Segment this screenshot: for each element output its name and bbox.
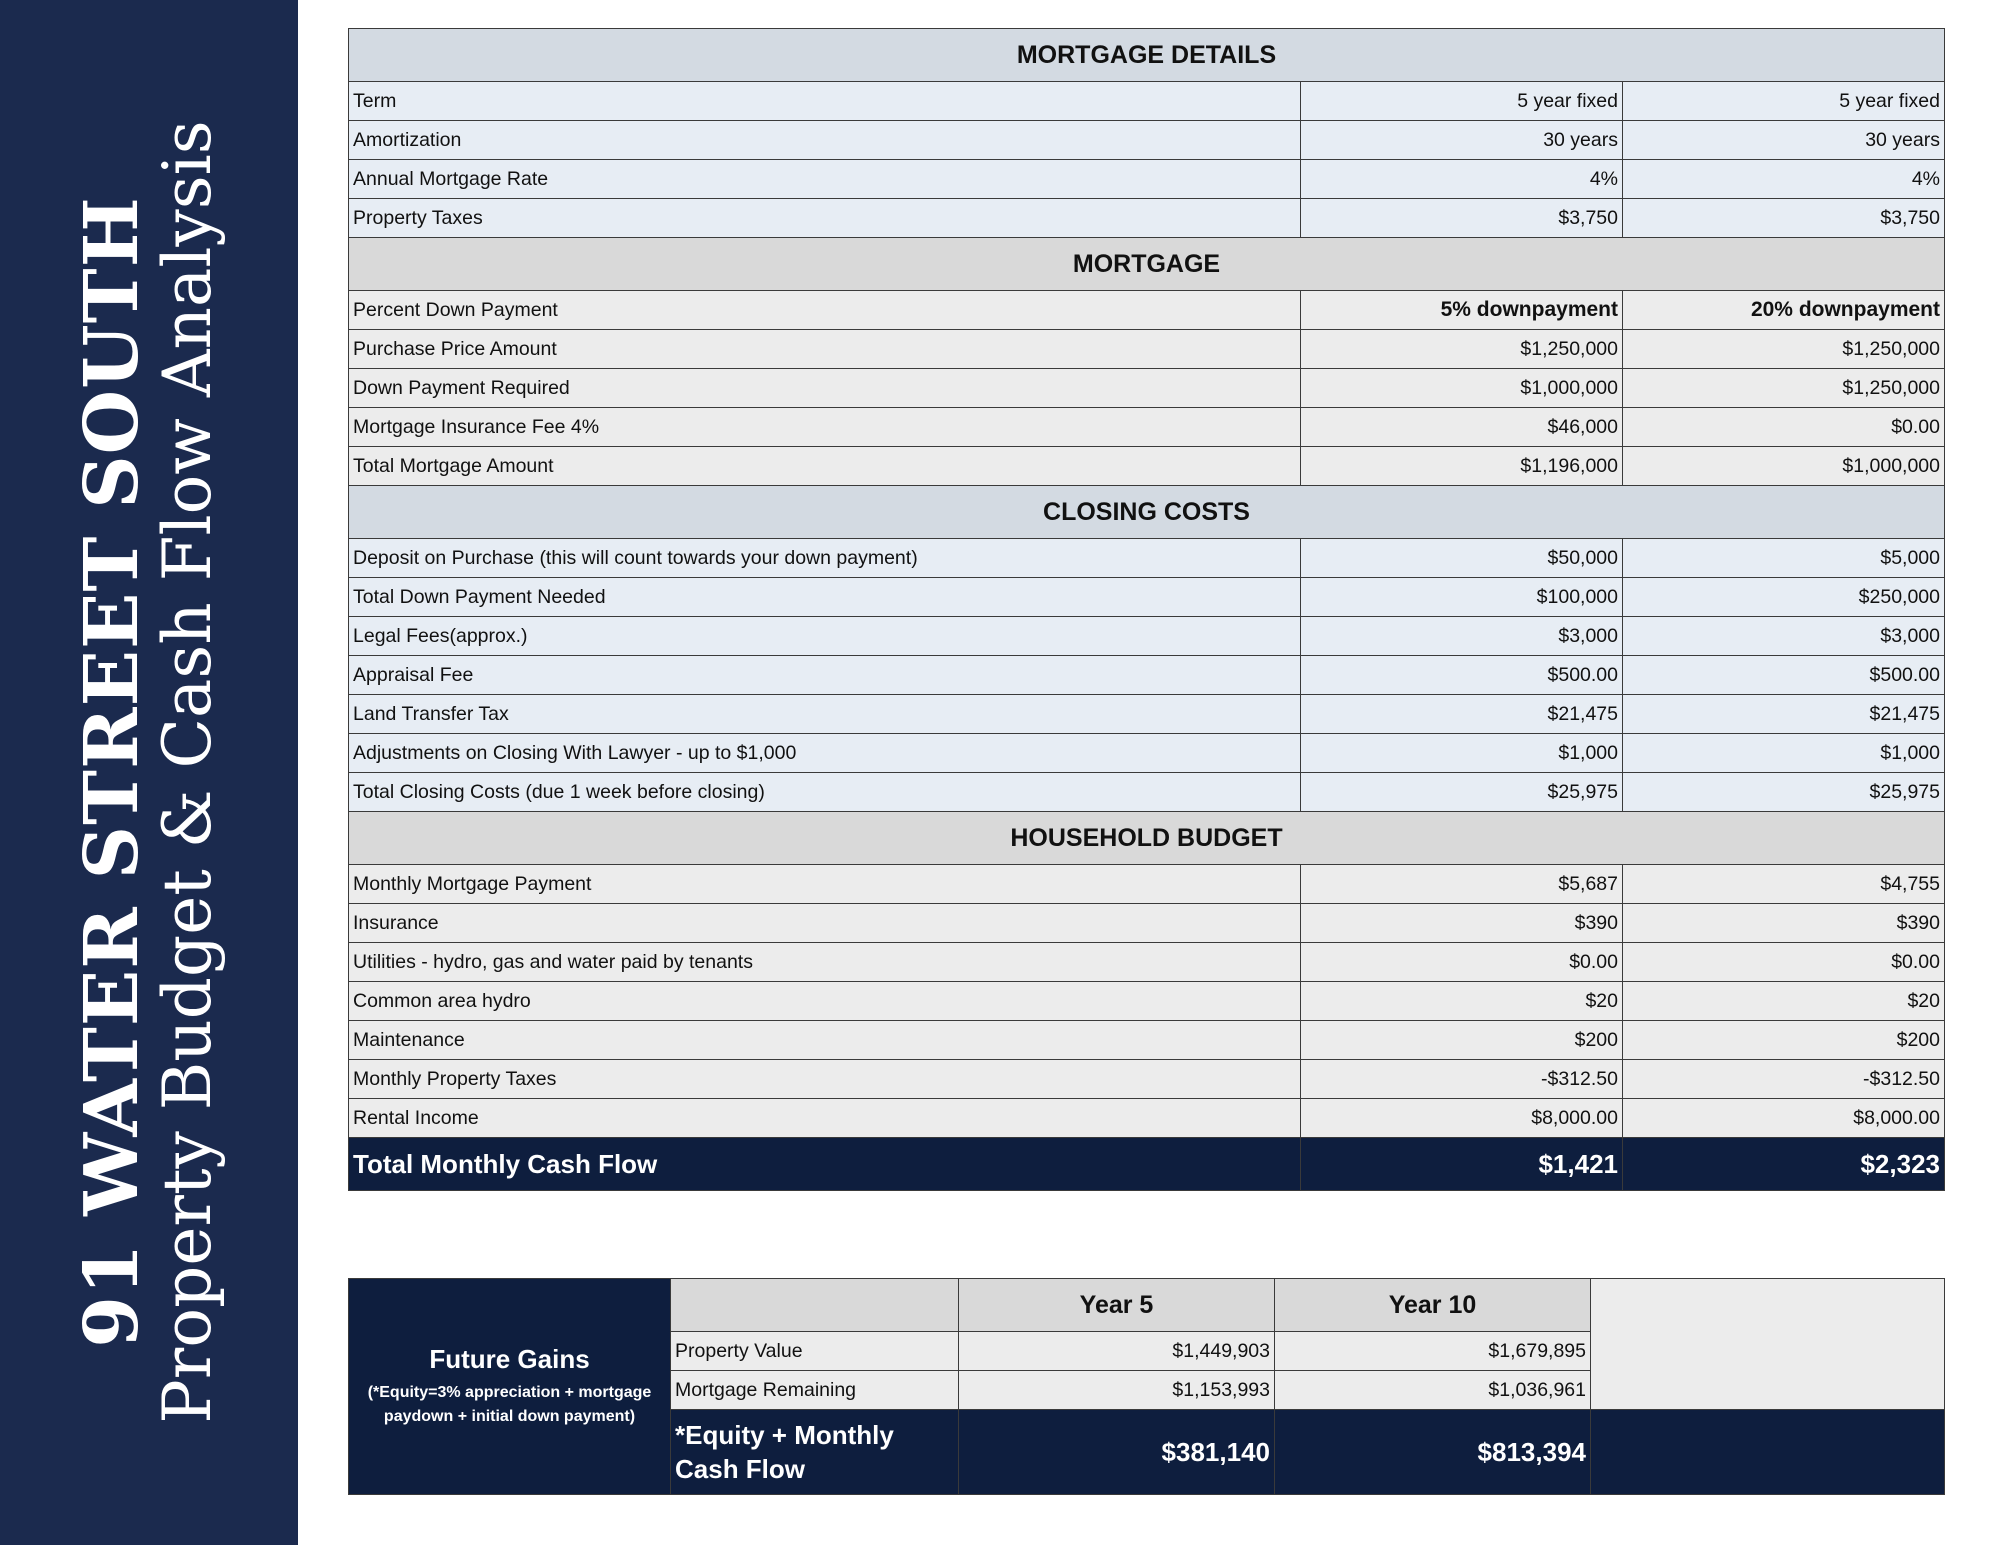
equity-label: *Equity + Monthly Cash Flow (671, 1410, 959, 1495)
value-5pct: $0.00 (1301, 943, 1623, 982)
row-label: Mortgage Remaining (671, 1371, 959, 1410)
row-label: Total Down Payment Needed (349, 578, 1301, 617)
value-year-10: $1,036,961 (1275, 1371, 1591, 1410)
household-budget-section (349, 812, 1945, 1191)
row-label: Mortgage Insurance Fee 4% (349, 408, 1301, 447)
section-header: MORTGAGE (349, 238, 1945, 291)
value-5pct: 4% (1301, 160, 1623, 199)
row-label: Deposit on Purchase (this will count towards your down payment) (349, 539, 1301, 578)
value-5pct: $5,687 (1301, 865, 1623, 904)
value-5pct: $1,000,000 (1301, 369, 1623, 408)
table-row (349, 1060, 1945, 1099)
table-row (349, 291, 1945, 330)
table-row (349, 865, 1945, 904)
column-header-year-5: Year 5 (959, 1279, 1275, 1332)
table-row (349, 369, 1945, 408)
sidebar-heading (69, 22, 226, 1522)
row-label: Total Mortgage Amount (349, 447, 1301, 486)
equity-year-5: $381,140 (959, 1410, 1275, 1495)
table-row (349, 160, 1945, 199)
value-5pct: $46,000 (1301, 408, 1623, 447)
table-row (349, 330, 1945, 369)
blank-cell (1591, 1279, 1945, 1410)
future-gains-note: (*Equity=3% appreciation + mortgage paydown + initial down payment) (367, 1384, 652, 1425)
row-label: Monthly Mortgage Payment (349, 865, 1301, 904)
value-20pct: $4,755 (1623, 865, 1945, 904)
value-20pct: $0.00 (1623, 943, 1945, 982)
table-row (349, 539, 1945, 578)
row-label: Purchase Price Amount (349, 330, 1301, 369)
total-5pct: $1,421 (1301, 1138, 1623, 1191)
column-header-5pct: 5% downpayment (1301, 291, 1623, 330)
future-gains-table (348, 1278, 1945, 1495)
row-label: Legal Fees(approx.) (349, 617, 1301, 656)
row-label: Utilities - hydro, gas and water paid by tenants (349, 943, 1301, 982)
table-row (349, 121, 1945, 160)
value-20pct: $390 (1623, 904, 1945, 943)
value-5pct: $100,000 (1301, 578, 1623, 617)
value-5pct: 5 year fixed (1301, 82, 1623, 121)
budget-table (348, 28, 1945, 1191)
row-label: Appraisal Fee (349, 656, 1301, 695)
value-5pct: $1,000 (1301, 734, 1623, 773)
closing-costs-section (349, 486, 1945, 812)
equity-blank (1591, 1410, 1945, 1495)
value-20pct: 30 years (1623, 121, 1945, 160)
value-20pct: 5 year fixed (1623, 82, 1945, 121)
table-row (349, 982, 1945, 1021)
table-row (349, 656, 1945, 695)
value-20pct: $200 (1623, 1021, 1945, 1060)
value-5pct: $8,000.00 (1301, 1099, 1623, 1138)
value-20pct: $1,250,000 (1623, 369, 1945, 408)
table-row (349, 578, 1945, 617)
column-header-year-10: Year 10 (1275, 1279, 1591, 1332)
value-20pct: $1,000 (1623, 734, 1945, 773)
row-label: Down Payment Required (349, 369, 1301, 408)
table-row (349, 1021, 1945, 1060)
row-label: Property Taxes (349, 199, 1301, 238)
value-5pct: $1,250,000 (1301, 330, 1623, 369)
value-20pct: $5,000 (1623, 539, 1945, 578)
row-label: Adjustments on Closing With Lawyer - up to $1,000 (349, 734, 1301, 773)
property-address: 91 WATER STREET SOUTH (69, 196, 155, 1348)
section-header: MORTGAGE DETAILS (349, 29, 1945, 82)
value-20pct: $20 (1623, 982, 1945, 1021)
section-header: HOUSEHOLD BUDGET (349, 812, 1945, 865)
value-5pct: $21,475 (1301, 695, 1623, 734)
value-20pct: $21,475 (1623, 695, 1945, 734)
header-blank (671, 1279, 959, 1332)
value-5pct: $3,000 (1301, 617, 1623, 656)
value-5pct: $1,196,000 (1301, 447, 1623, 486)
row-label: Property Value (671, 1332, 959, 1371)
table-row (349, 199, 1945, 238)
value-5pct: $50,000 (1301, 539, 1623, 578)
row-label: Rental Income (349, 1099, 1301, 1138)
value-year-5: $1,449,903 (959, 1332, 1275, 1371)
row-label: Insurance (349, 904, 1301, 943)
future-gains-header-row (349, 1279, 1945, 1332)
future-gains-title: Future Gains (429, 1344, 590, 1374)
row-label: Common area hydro (349, 982, 1301, 1021)
value-20pct: $25,975 (1623, 773, 1945, 812)
row-label: Amortization (349, 121, 1301, 160)
table-row (349, 82, 1945, 121)
table-row (349, 695, 1945, 734)
sidebar (0, 0, 298, 1545)
value-20pct: $3,000 (1623, 617, 1945, 656)
row-label: Land Transfer Tax (349, 695, 1301, 734)
equity-year-10: $813,394 (1275, 1410, 1591, 1495)
value-20pct: $250,000 (1623, 578, 1945, 617)
value-year-10: $1,679,895 (1275, 1332, 1591, 1371)
table-row (349, 408, 1945, 447)
total-20pct: $2,323 (1623, 1138, 1945, 1191)
table-row (349, 734, 1945, 773)
value-5pct: $3,750 (1301, 199, 1623, 238)
table-row (349, 773, 1945, 812)
value-5pct: 30 years (1301, 121, 1623, 160)
value-year-5: $1,153,993 (959, 1371, 1275, 1410)
value-5pct: $20 (1301, 982, 1623, 1021)
row-label: Monthly Property Taxes (349, 1060, 1301, 1099)
value-20pct: 4% (1623, 160, 1945, 199)
column-header-20pct: 20% downpayment (1623, 291, 1945, 330)
row-label: Percent Down Payment (349, 291, 1301, 330)
total-label: Total Monthly Cash Flow (349, 1138, 1301, 1191)
table-row (349, 447, 1945, 486)
document-subtitle: Property Budget & Cash Flow Analysis (149, 120, 226, 1424)
mortgage-details-section (349, 29, 1945, 238)
value-5pct: $390 (1301, 904, 1623, 943)
future-gains-label-cell (349, 1279, 671, 1495)
section-header: CLOSING COSTS (349, 486, 1945, 539)
table-row (349, 943, 1945, 982)
value-20pct: $500.00 (1623, 656, 1945, 695)
row-label: Total Closing Costs (due 1 week before closing) (349, 773, 1301, 812)
value-20pct: -$312.50 (1623, 1060, 1945, 1099)
table-row (349, 1099, 1945, 1138)
value-5pct: $500.00 (1301, 656, 1623, 695)
value-5pct: -$312.50 (1301, 1060, 1623, 1099)
row-label: Annual Mortgage Rate (349, 160, 1301, 199)
value-20pct: $0.00 (1623, 408, 1945, 447)
table-row (349, 904, 1945, 943)
mortgage-section (349, 238, 1945, 486)
value-5pct: $25,975 (1301, 773, 1623, 812)
table-row (349, 617, 1945, 656)
total-monthly-cash-flow-row (349, 1138, 1945, 1191)
row-label: Maintenance (349, 1021, 1301, 1060)
value-20pct: $1,250,000 (1623, 330, 1945, 369)
row-label: Term (349, 82, 1301, 121)
value-20pct: $8,000.00 (1623, 1099, 1945, 1138)
value-20pct: $1,000,000 (1623, 447, 1945, 486)
value-5pct: $200 (1301, 1021, 1623, 1060)
value-20pct: $3,750 (1623, 199, 1945, 238)
